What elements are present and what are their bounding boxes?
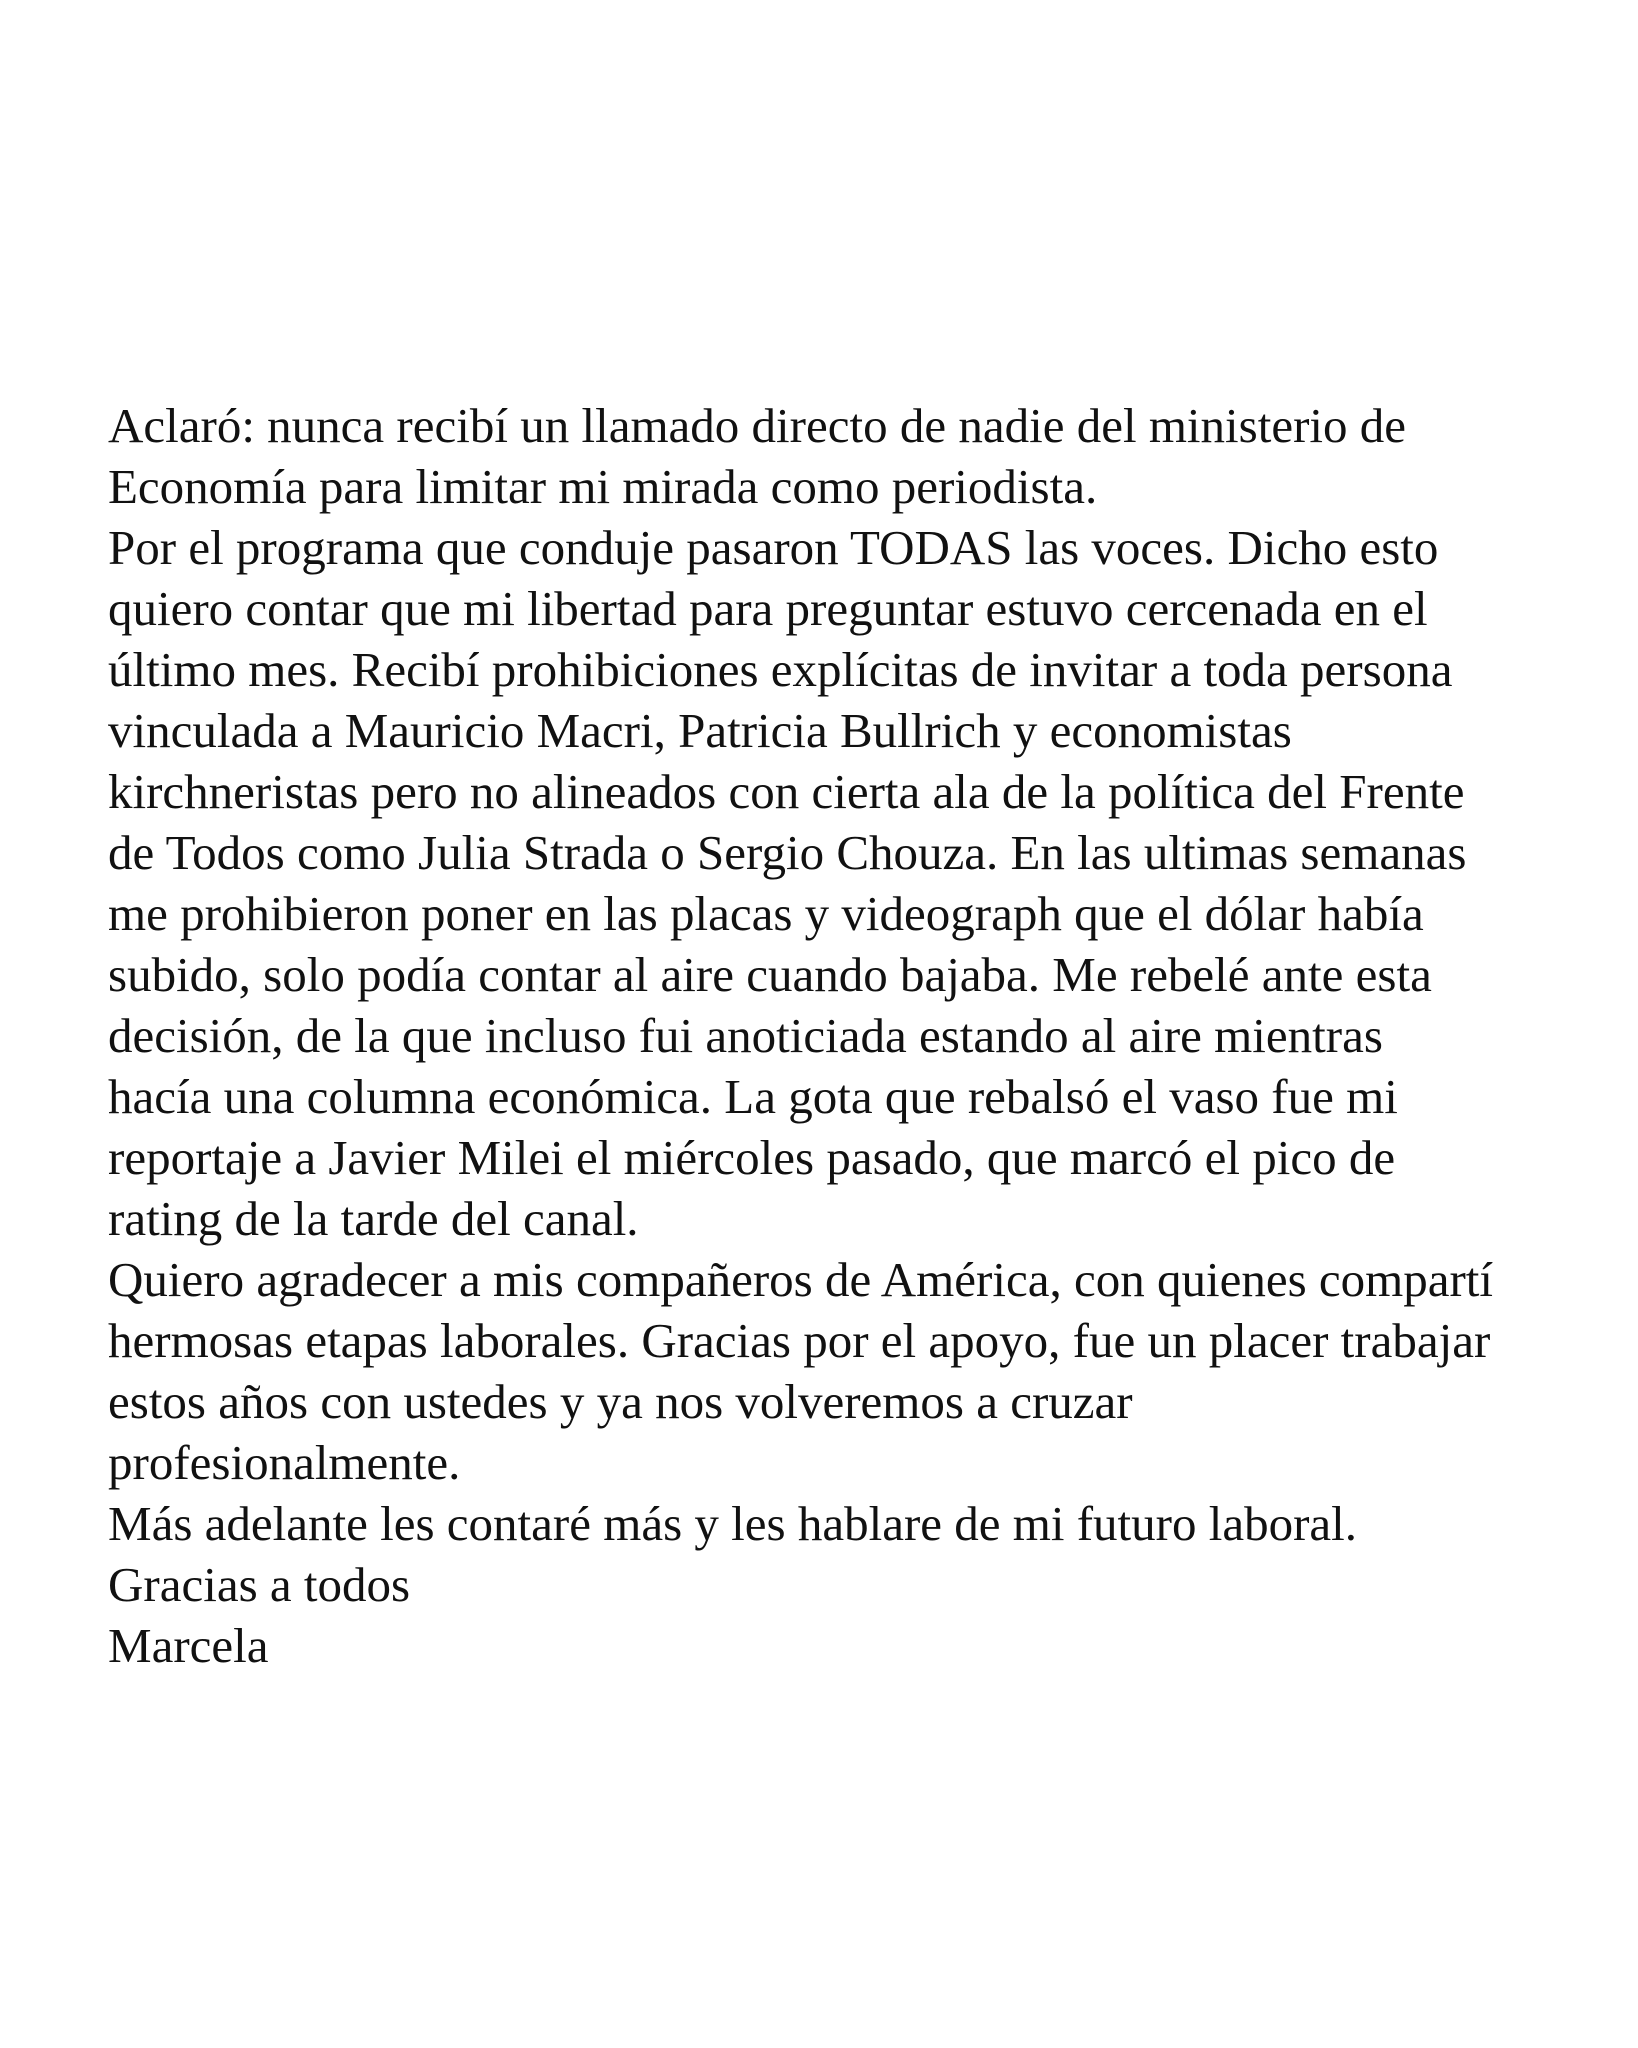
text-line: Quiero agradecer a mis compañeros de América, con quienes compartí bbox=[108, 1252, 1494, 1307]
text-line: estos años con ustedes y ya nos volveremos a cruzar bbox=[108, 1374, 1133, 1429]
text-line: rating de la tarde del canal. bbox=[108, 1191, 639, 1246]
text-line: hermosas etapas laborales. Gracias por el apoyo, fue un placer trabajar bbox=[108, 1313, 1491, 1368]
closing-line: Gracias a todos bbox=[108, 1557, 411, 1612]
text-line: Por el programa que conduje pasaron TODAS las voces. Dicho esto bbox=[108, 520, 1439, 575]
signature-name: Marcela bbox=[108, 1618, 269, 1673]
text-line: último mes. Recibí prohibiciones explícitas de invitar a toda persona bbox=[108, 642, 1453, 697]
text-line: de Todos como Julia Strada o Sergio Chouza. En las ultimas semanas bbox=[108, 825, 1467, 880]
text-line: hacía una columna económica. La gota que rebalsó el vaso fue mi bbox=[108, 1069, 1398, 1124]
text-line: Aclaró: nunca recibí un llamado directo de nadie del ministerio de bbox=[108, 398, 1407, 453]
text-line: Economía para limitar mi mirada como periodista. bbox=[108, 459, 1098, 514]
text-line: subido, solo podía contar al aire cuando bajaba. Me rebelé ante esta bbox=[108, 947, 1432, 1002]
text-line: Más adelante les contaré más y les hablare de mi futuro laboral. bbox=[108, 1496, 1358, 1551]
text-line: profesionalmente. bbox=[108, 1435, 461, 1490]
statement-text bbox=[108, 395, 1628, 1676]
text-line: me prohibieron poner en las placas y videograph que el dólar había bbox=[108, 886, 1424, 941]
text-line: decisión, de la que incluso fui anoticiada estando al aire mientras bbox=[108, 1008, 1383, 1063]
text-line: kirchneristas pero no alineados con cierta ala de la política del Frente bbox=[108, 764, 1465, 819]
text-line: reportaje a Javier Milei el miércoles pasado, que marcó el pico de bbox=[108, 1130, 1396, 1185]
text-line: quiero contar que mi libertad para preguntar estuvo cercenada en el bbox=[108, 581, 1428, 636]
text-line: vinculada a Mauricio Macri, Patricia Bullrich y economistas bbox=[108, 703, 1292, 758]
